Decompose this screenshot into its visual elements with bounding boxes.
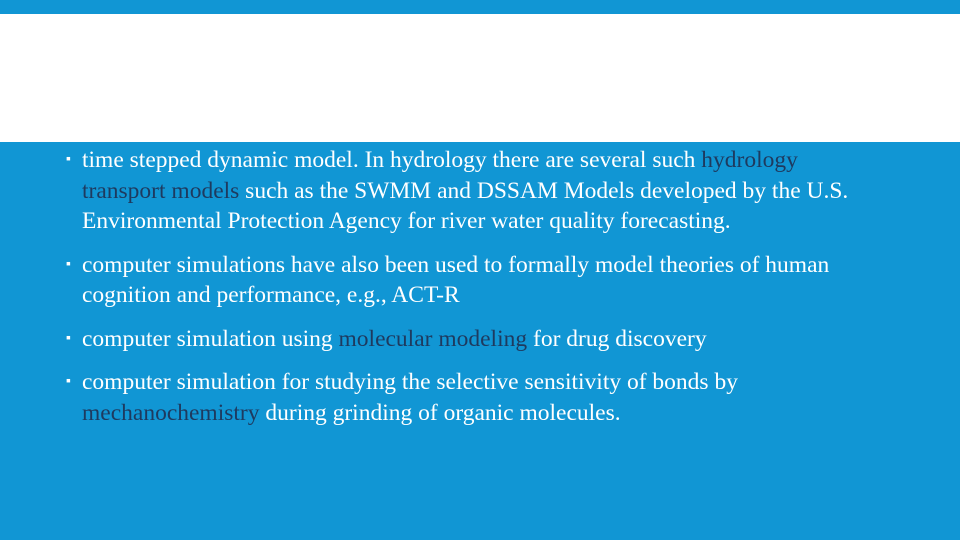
bullet-item-hydrology xyxy=(62,145,882,237)
bullet-square-icon: ▪ xyxy=(66,374,71,389)
bullet-text: for drug discovery xyxy=(527,325,707,352)
bullet-text: such as the SWMM and DSSAM Models developed by the U.S. Environmental Protection Agency for river water quality forecasting. xyxy=(82,177,849,234)
bullet-text: computer simulation for studying the selective sensitivity of bonds by xyxy=(82,369,738,395)
bullet-item-drug-discovery xyxy=(62,324,882,355)
link-mechanochemistry[interactable]: mechanochemistry xyxy=(82,399,260,426)
bullet-text: computer simulation using xyxy=(82,325,339,352)
bullet-square-icon: ▪ xyxy=(66,256,71,272)
bullet-text: during grinding of organic molecules. xyxy=(259,399,621,426)
bullet-square-icon: ▪ xyxy=(66,330,71,346)
bullet-text: time stepped dynamic model. In hydrology there are several such xyxy=(82,147,702,173)
bullet-text: computer simulations have also been used to formally model theories of human cognition and performance, e.g., ACT-R xyxy=(82,251,830,308)
bullet-square-icon: ▪ xyxy=(66,152,71,167)
bullet-item-cognition xyxy=(62,250,882,311)
bullet-item-mechanochemistry xyxy=(62,367,882,428)
bullet-list xyxy=(62,145,882,441)
link-hydrology-transport-models[interactable]: hydrology transport models xyxy=(82,147,798,204)
link-molecular-modeling[interactable]: molecular modeling xyxy=(338,325,528,352)
title-band xyxy=(0,14,960,142)
